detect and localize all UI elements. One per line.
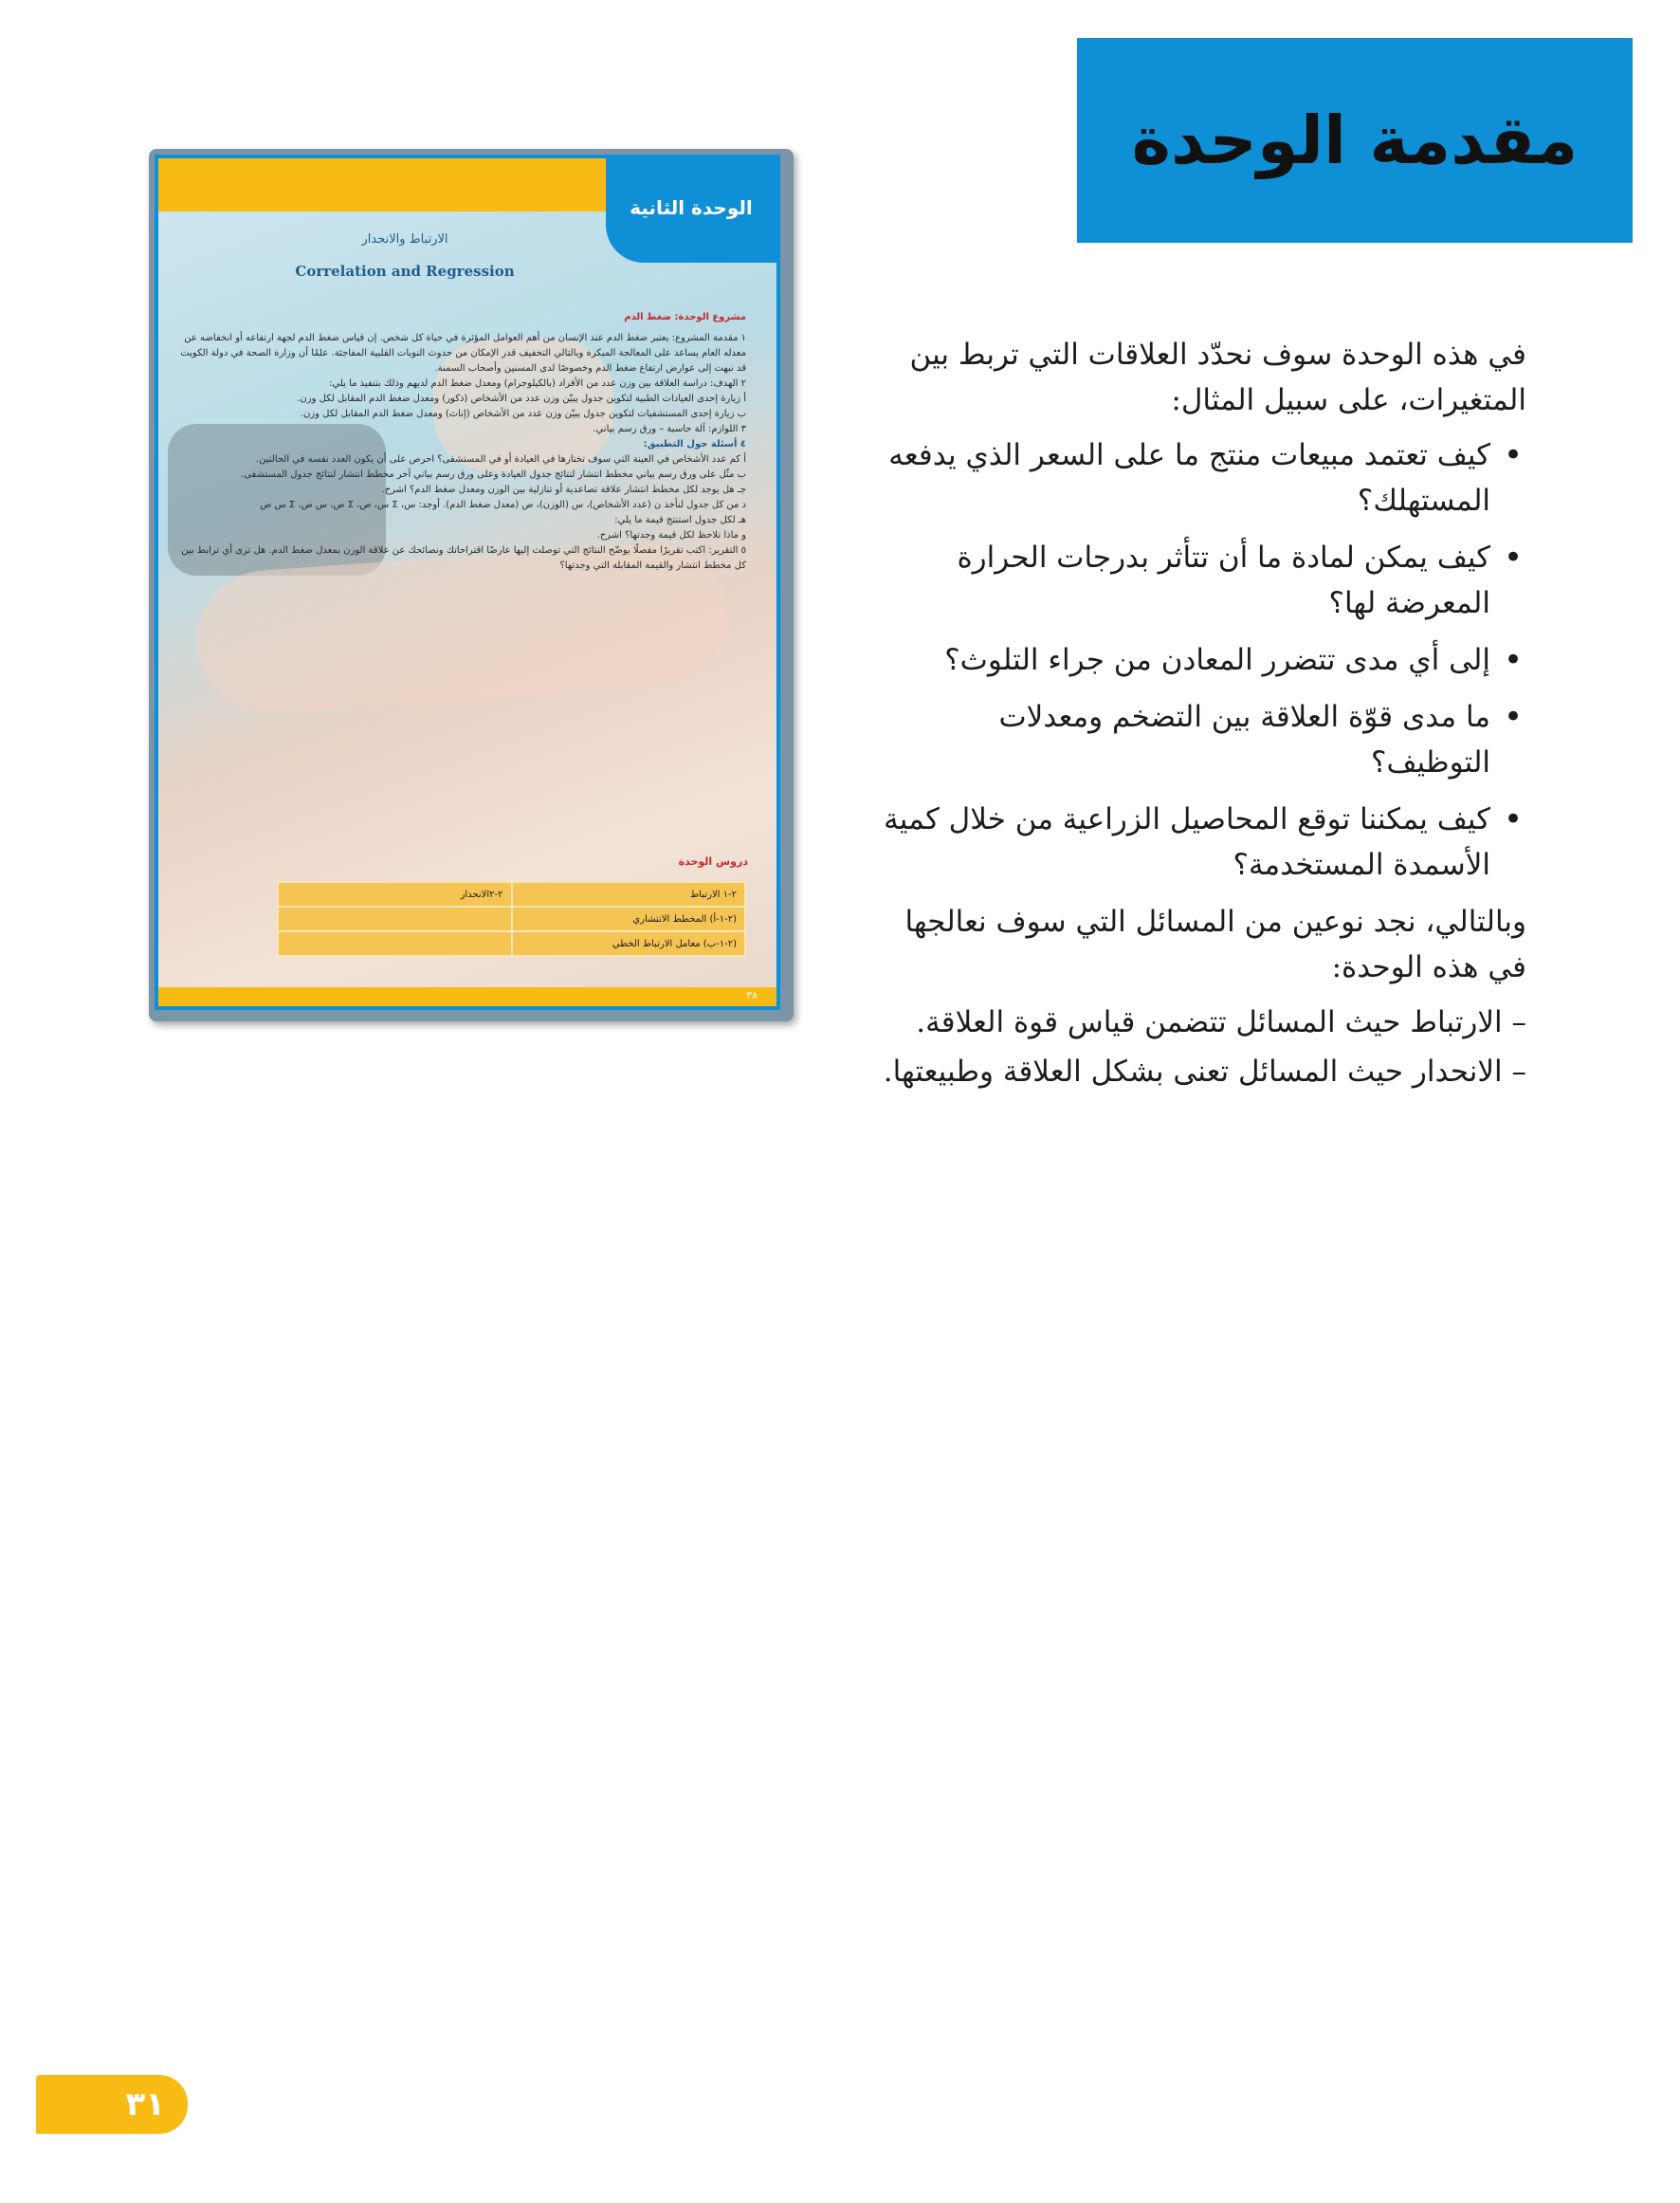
- thumbnail-line: هـ لكل جدول استنتج قيمة ما يلي:: [614, 515, 746, 525]
- intro-body: [882, 332, 1526, 1098]
- thumbnail-line: د من كل جدول لنأخذ ن (عدد الأشخاص)، س (الوزن)، ص (معدل ضغط الدم). أوجد: س، Σ س، ص، Σ ص، س ص، Σ س ص: [260, 500, 746, 510]
- thumbnail-footer-band: [158, 987, 776, 1006]
- thumbnail-subtitle-en: Correlation and Regression: [295, 263, 515, 280]
- table-cell: [278, 931, 512, 956]
- table-row: [278, 907, 745, 931]
- table-cell: [278, 907, 512, 931]
- correlation-line: – الارتباط حيث المسائل تتضمن قياس قوة العلاقة.: [916, 1005, 1526, 1039]
- thumbnail-line: أ زيارة إحدى العيادات الطبية لتكوين جدول يبيّن وزن عدد من الأشخاص (ذكور) ومعدل ضغط الدم المقابل لكل وزن.: [297, 394, 746, 404]
- table-cell: (٢-١-أ) المخطط الانتشاري: [512, 907, 746, 931]
- thumbnail-lessons-table: [277, 881, 746, 957]
- thumbnail-line: و ماذا تلاحظ لكل قيمة وجدتها؟ اشرح.: [596, 530, 746, 541]
- thumbnail-line: جـ هل يوجد لكل مخطط انتشار علاقة تصاعدية أو تنازلية بين الوزن ومعدل ضغط الدم؟ اشرح.: [381, 485, 746, 495]
- list-item: • إلى أي مدى تتضرر المعادن من جراء التلوث؟: [882, 637, 1490, 683]
- thumbnail-page-number: ٣٨: [746, 989, 758, 1001]
- thumbnail-line: ٣ اللوازم: آلة حاسبة – ورق رسم بياني.: [593, 424, 746, 434]
- list-item: • كيف يمكننا توقع المحاصيل الزراعية من خلال كمية الأسمدة المستخدمة؟: [882, 797, 1490, 888]
- table-cell: ٢-٢الانحدار: [278, 882, 512, 907]
- unit-cover-thumbnail: [149, 149, 794, 1021]
- thumbnail-page: [155, 155, 780, 1010]
- regression-line: – الانحدار حيث المسائل تعنى بشكل العلاقة وطبيعتها.: [883, 1055, 1526, 1089]
- table-cell: ٢-١ الارتباط: [512, 882, 746, 907]
- list-item: • كيف يمكن لمادة ما أن تتأثر بدرجات الحرارة المعرضة لها؟: [882, 535, 1490, 626]
- page-number-tab: [36, 2075, 188, 2134]
- page-title: مقدمة الوحدة: [1131, 101, 1579, 179]
- table-cell: (٢-١-ب) معامل الارتباط الخطي: [512, 931, 746, 956]
- thumbnail-line: ٥ التقرير: اكتب تقريرًا مفصلًا يوضّح النتائج التي توصلت إليها عارضًا اقتراحاتك ونصائحك عن علاقة الوزن بمعدل ضغط الدم. هل ترى أي ترابط بين كل مخطط انتشار والقيمة المقابلة التي وجدتها؟: [181, 545, 746, 571]
- thumbnail-unit-label: الوحدة الثانية: [606, 158, 776, 263]
- thumbnail-line: ب مثّل على ورق رسم بياني مخطط انتشار لنتائج جدول العيادة وعلى ورق رسم بياني آخر مخطط انتشار لنتائج جدول المستشفى.: [241, 469, 746, 480]
- question-list: [882, 432, 1526, 888]
- thumbnail-project-text: [177, 310, 746, 574]
- thumbnail-line: ١ مقدمة المشروع: يعتبر ضغط الدم عند الإنسان من أهم العوامل المؤثرة في حياة كل شخص. إن قياس ضغط الدم لجهة ارتفاعه أو انخفاضه عن معدله العام يساعد على المعالجة المبكرة وبالتالي التخفيف قدر الإمكان من حدوث النوبات القلبية المفاجئة. علمًا أن وزارة الصحة في دولة الكويت قد نبهت إلى عوارض ارتفاع ضغط الدم وخصوصًا لدى المسنين وأصحاب السمنة.: [180, 333, 746, 374]
- thumbnail-line: ب زيارة إحدى المستشفيات لتكوين جدول يبيّن وزن عدد من الأشخاص (إناث) ومعدل ضغط الدم المقابل لكل وزن.: [300, 409, 746, 419]
- conclusion-paragraph: وبالتالي، نجد نوعين من المسائل التي سوف نعالجها في هذه الوحدة:: [904, 905, 1526, 984]
- page-number: ٣١: [125, 2085, 165, 2123]
- thumbnail-line: ٢ الهدف: دراسة العلاقة بين وزن عدد من الأفراد (بالكيلوجرام) ومعدل ضغط الدم لديهم وذلك بتنفيذ ما يلي:: [329, 378, 746, 389]
- list-item: • كيف تعتمد مبيعات منتج ما على السعر الذي يدفعه المستهلك؟: [882, 432, 1490, 523]
- unit-intro-title-box: [1077, 38, 1633, 243]
- thumbnail-project-title: مشروع الوحدة: ضغط الدم: [624, 312, 746, 322]
- thumbnail-lessons-title: دروس الوحدة: [678, 855, 748, 868]
- thumbnail-subtitle-ar: الارتباط والانحدار: [361, 232, 448, 247]
- thumbnail-line: ٤ أسئلة حول التطبيق:: [643, 439, 746, 450]
- list-item: • ما مدى قوّة العلاقة بين التضخم ومعدلات التوظيف؟: [882, 694, 1490, 785]
- table-row: [278, 931, 745, 956]
- table-row: [278, 882, 745, 907]
- intro-paragraph: في هذه الوحدة سوف نحدّد العلاقات التي تربط بين المتغيرات، على سبيل المثال:: [909, 338, 1526, 417]
- thumbnail-line: أ كم عدد الأشخاص في العينة التي سوف تختارها في العيادة أو في المستشفى؟ احرص على أن يكون العدد نفسه في الحالتين.: [255, 454, 746, 465]
